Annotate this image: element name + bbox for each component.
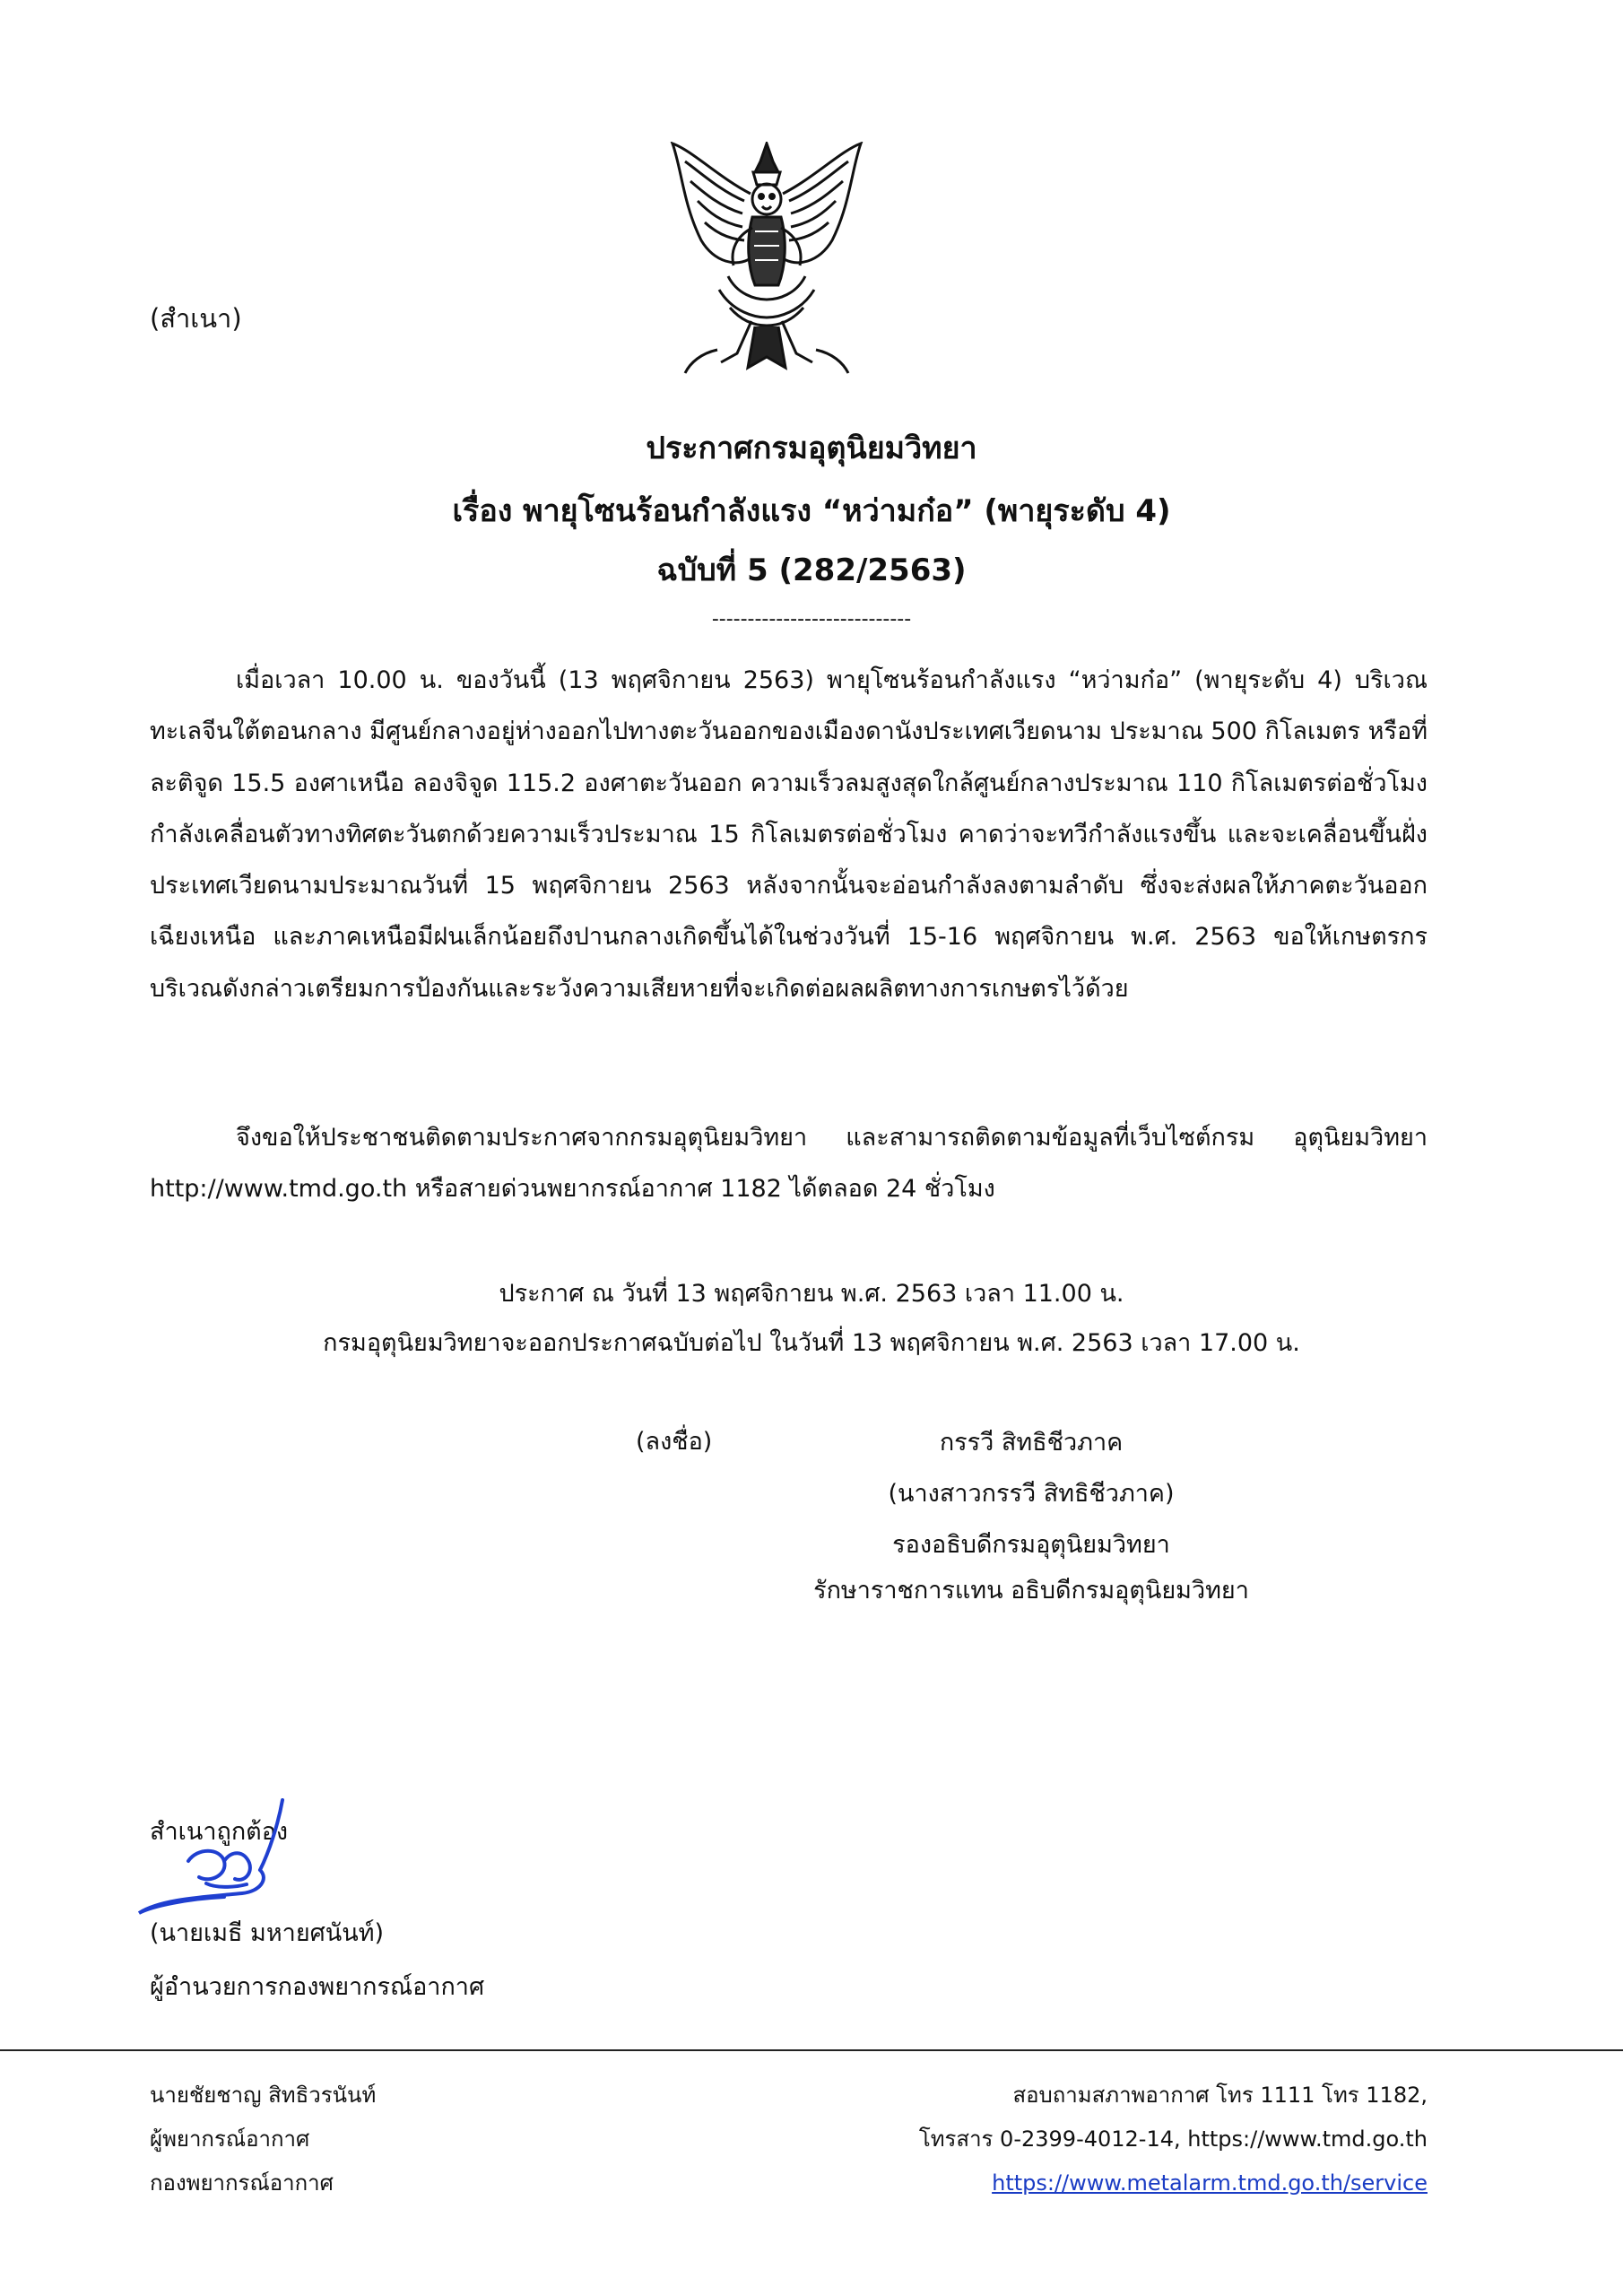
footer-right [919, 2074, 1428, 2205]
announcement-date: ประกาศ ณ วันที่ 13 พฤศจิกายน พ.ศ. 2563 เวลา 11.00 น. [499, 1280, 1124, 1308]
forecaster-title: ผู้พยากรณ์อากาศ [150, 2126, 310, 2152]
announcement-number: ฉบับที่ 5 (282/2563) [656, 552, 967, 588]
announcement-title: ประกาศกรมอุตุนิยมวิทยา [646, 430, 977, 466]
signer-acting-position: รักษาราชการแทน อธิบดีกรมอุตุนิยมวิทยา [813, 1577, 1249, 1605]
copy-mark: (สำเนา) [150, 303, 242, 334]
signer-position: รองอธิบดีกรมอุตุนิยมวิทยา [892, 1531, 1170, 1559]
certified-copy-label: สำเนาถูกต้อง [150, 1818, 289, 1846]
title-divider: ---------------------------- [711, 608, 912, 631]
metalarm-service-link[interactable]: https://www.metalarm.tmd.go.th/service [992, 2170, 1428, 2196]
contact-fax-web: โทรสาร 0-2399-4012-14, https://www.tmd.go.th [918, 2126, 1428, 2152]
signature-block [762, 1417, 1300, 1616]
footer-left [150, 2074, 376, 2205]
signer-full-name: (นางสาวกรรวี สิทธิชีวภาค) [888, 1480, 1175, 1508]
certifier-position: ผู้อำนวยการกองพยากรณ์อากาศ [150, 1973, 485, 2001]
body-paragraph-2 [150, 1112, 1428, 1215]
announcement-subject: เรื่อง พายุโซนร้อนกำลังแรง “หว่ามก๋อ” (พายุระดับ 4) [452, 493, 1171, 529]
contact-phone: สอบถามสภาพอากาศ โทร 1111 โทร 1182, [1012, 2083, 1428, 2108]
next-announcement: กรมอุตุนิยมวิทยาจะออกประกาศฉบับต่อไป ในวันที่ 13 พฤศจิกายน พ.ศ. 2563 เวลา 17.00 น. [323, 1329, 1300, 1357]
signature-label: (ลงชื่อ) [636, 1428, 713, 1456]
forecaster-name: นายชัยชาญ สิทธิวรนันท์ [150, 2083, 377, 2108]
body-paragraph-1 [150, 655, 1428, 1014]
signer-name: กรรวี สิทธิชีวภาค [939, 1429, 1124, 1457]
certifier-name: (นายเมธี มหายศนันท์) [150, 1919, 385, 1947]
handwritten-signature-icon [135, 1798, 291, 1924]
body-paragraph-2-text: จึงขอให้ประชาชนติดตามประกาศจากกรมอุตุนิยมวิทยา และสามารถติดตามข้อมูลที่เว็บไซต์กรม อุตุนิยมวิทยา http://www.tmd.go.th หรือสายด่วนพยากรณ์อากาศ 1182 ได้ตลอด 24 ชั่วโมง [150, 1124, 1428, 1204]
body-paragraph-1-text: เมื่อเวลา 10.00 น. ของวันนี้ (13 พฤศจิกายน 2563) พายุโซนร้อนกำลังแรง “หว่ามก๋อ” (พายุระดับ 4) บริเวณทะเลจีนใต้ตอนกลาง มีศูนย์กลางอยู่ห่างออกไปทางตะวันออกของเมืองดานังประเทศเวียดนาม ประมาณ 500 กิโลเมตร หรือที่ละติจูด 15.5 องศาเหนือ ลองจิจูด 115.2 องศาตะวันออก ความเร็วลมสูงสุดใกล้ศูนย์กลางประมาณ 110 กิโลเมตรต่อชั่วโมง กำลังเคลื่อนตัวทางทิศตะวันตกด้วยความเร็วประมาณ 15 กิโลเมตรต่อชั่วโมง คาดว่าจะทวีกำลังแรงขึ้น และจะเคลื่อนขึ้นฝั่งประเทศเวียดนามประมาณวันที่ 15 พฤศจิกายน 2563 หลังจากนั้นจะอ่อนกำลังลงตามลำดับ ซึ่งจะส่งผลให้ภาคตะวันออกเฉียงเหนือ และภาคเหนือมีฝนเล็กน้อยถึงปานกลางเกิดขึ้นได้ในช่วงวันที่ 15-16 พฤศจิกายน พ.ศ. 2563 ขอให้เกษตรกรบริเวณดังกล่าวเตรียมการป้องกันและระวังความเสียหายที่จะเกิดต่อผลผลิตทางการเกษตรไว้ด้วย [150, 666, 1428, 1003]
forecaster-division: กองพยากรณ์อากาศ [150, 2170, 334, 2196]
footer-divider [0, 2049, 1623, 2051]
garuda-emblem-icon [665, 142, 868, 377]
